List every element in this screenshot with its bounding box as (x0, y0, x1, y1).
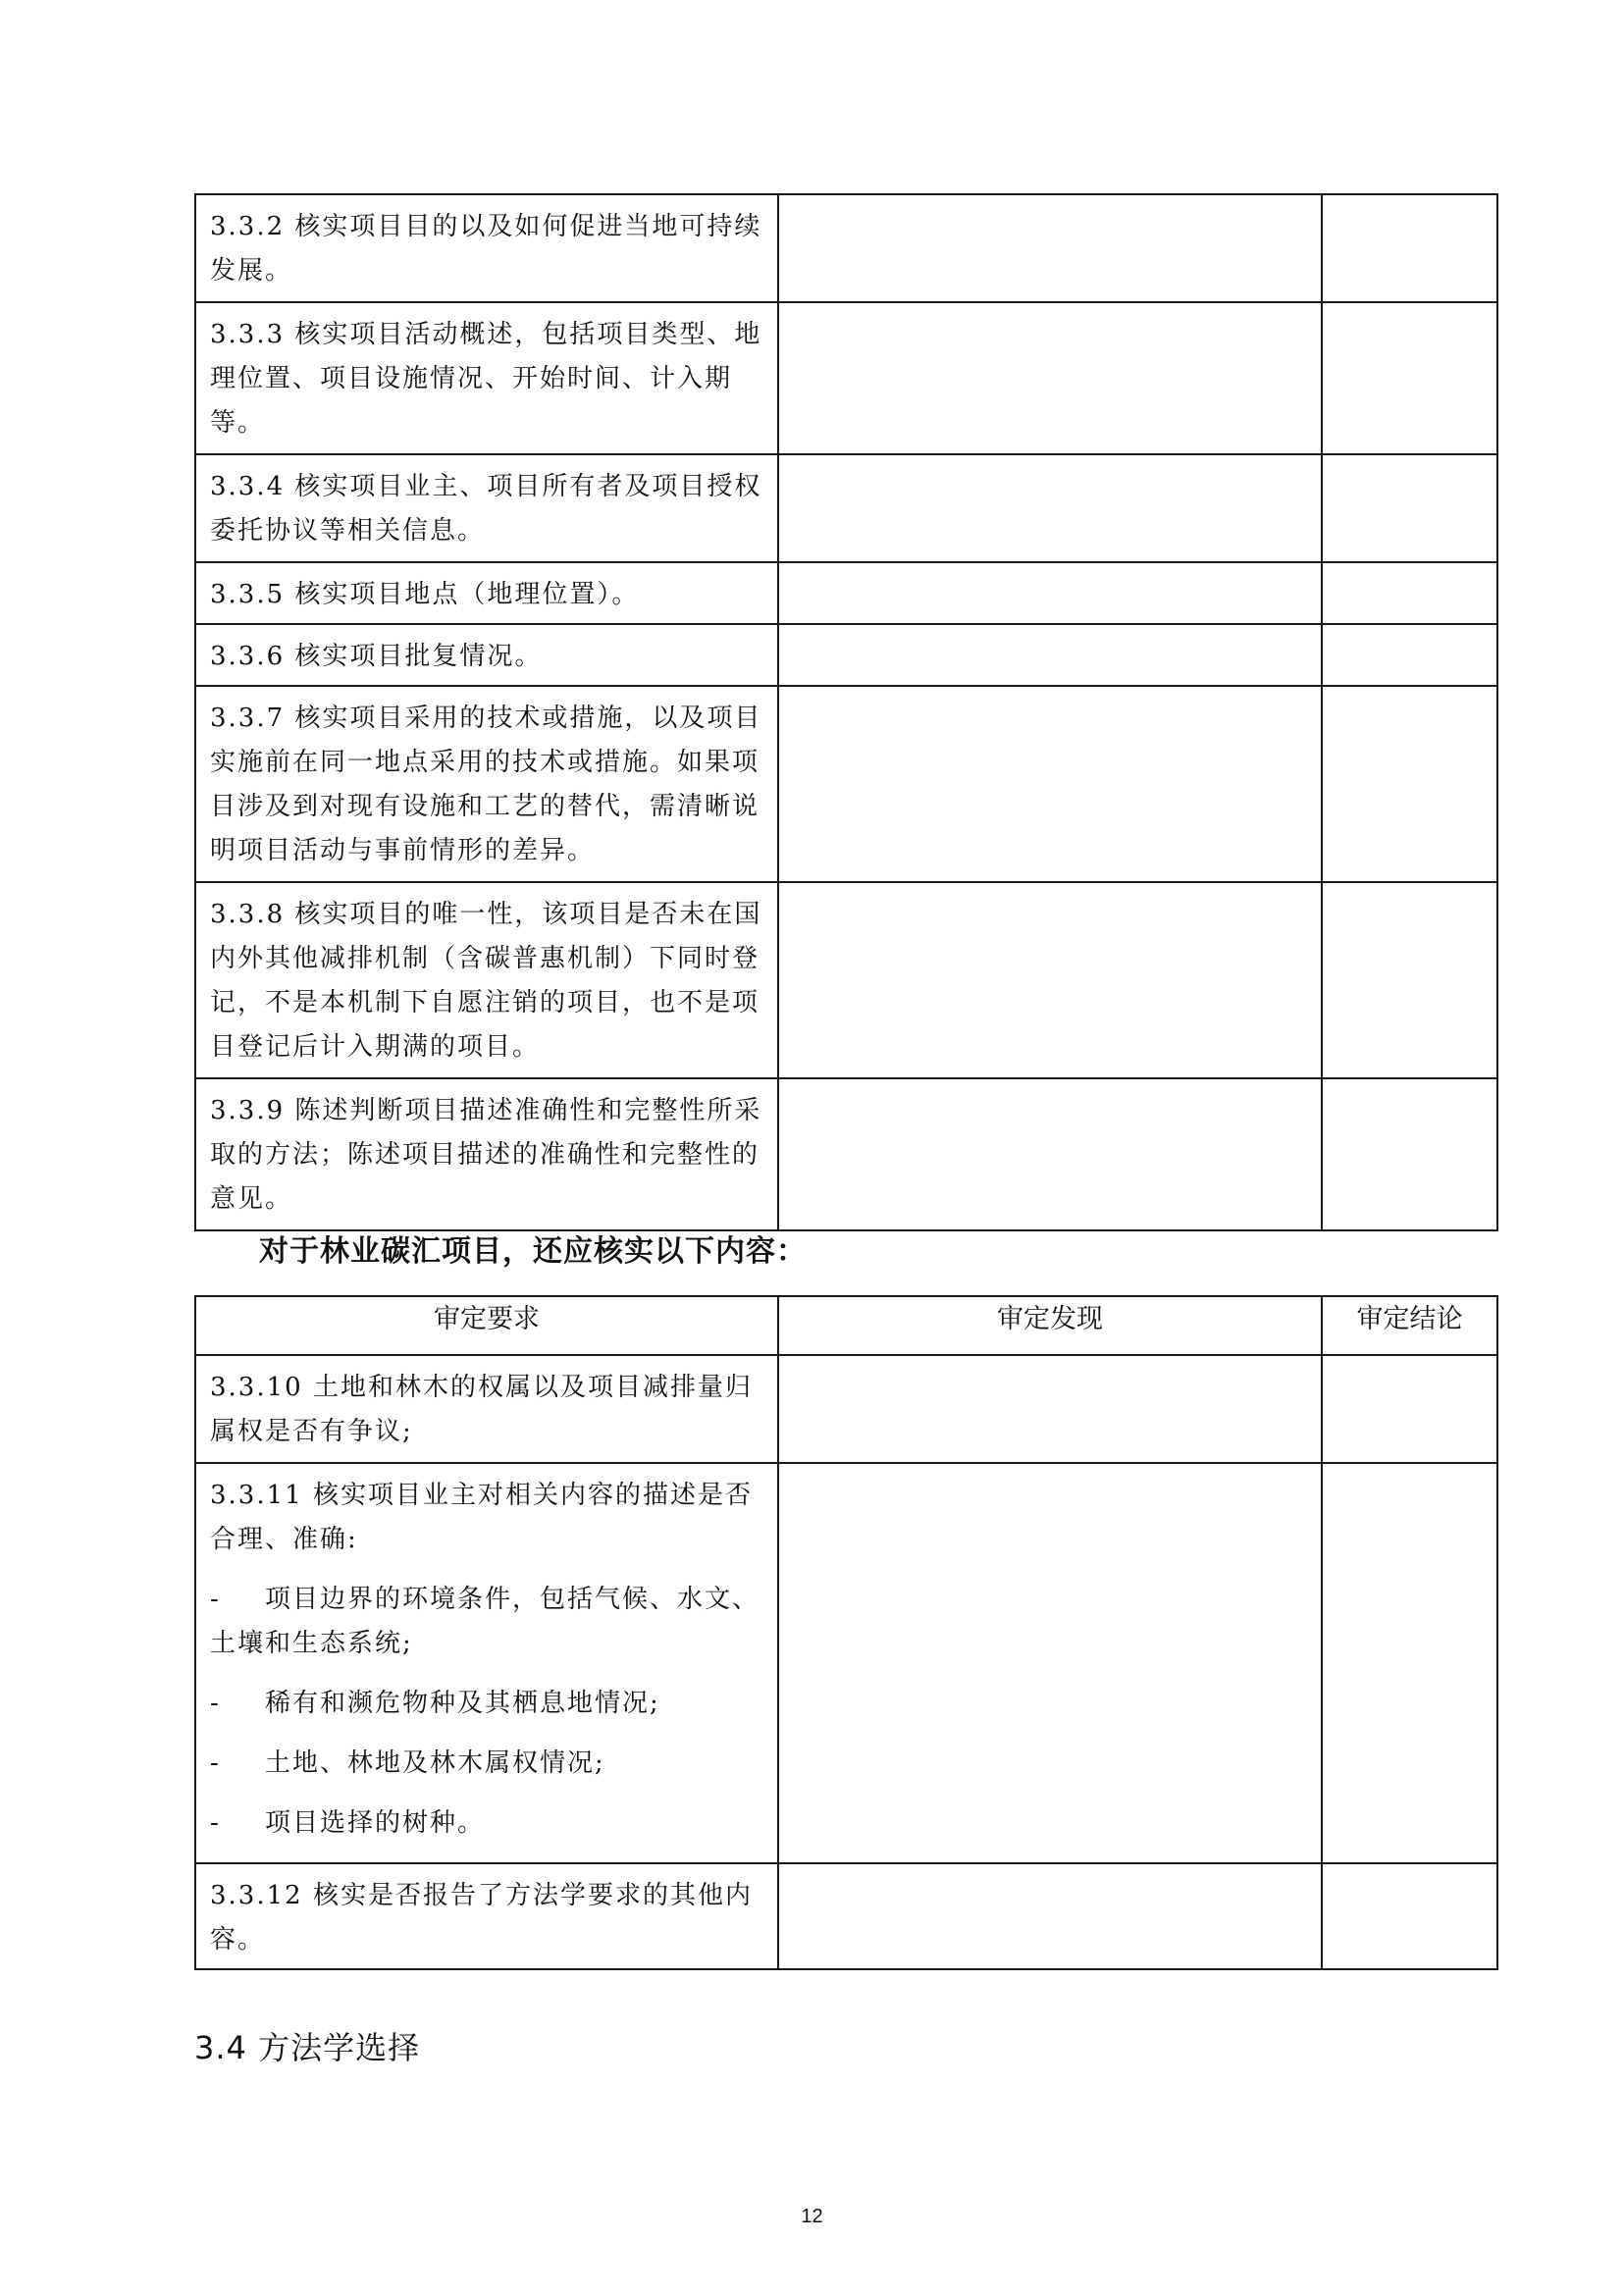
requirement-cell (195, 1355, 778, 1463)
section-heading: 3.4 方法学选择 (194, 2029, 421, 2066)
table-row (195, 194, 1497, 302)
table-row (195, 1863, 1497, 1969)
conclusion-cell[interactable] (1322, 1078, 1497, 1230)
requirement-intro: 3.3.11 核实项目业主对相关内容的描述是否合理、准确: (210, 1481, 753, 1554)
finding-cell[interactable] (778, 302, 1322, 454)
finding-cell[interactable] (778, 882, 1322, 1078)
verification-table-2 (194, 1295, 1498, 1970)
requirement-cell (195, 562, 778, 624)
finding-cell[interactable] (778, 194, 1322, 302)
table-row (195, 1078, 1497, 1230)
conclusion-cell[interactable] (1322, 302, 1497, 454)
requirement-text: 3.3.12 核实是否报告了方法学要求的其他内容。 (210, 1881, 753, 1955)
conclusion-cell[interactable] (1322, 194, 1497, 302)
finding-cell[interactable] (778, 624, 1322, 686)
requirement-text: 3.3.3 核实项目活动概述，包括项目类型、地理位置、项目设施情况、开始时间、计入期等。 (210, 320, 762, 438)
bullet-item: - 稀有和濒危物种及其栖息地情况; (210, 1682, 763, 1726)
table-row (195, 454, 1497, 562)
forestry-note: 对于林业碳汇项目，还应核实以下内容： (259, 1234, 807, 1269)
header-finding: 审定发现 (778, 1296, 1322, 1355)
conclusion-cell[interactable] (1322, 882, 1497, 1078)
requirement-cell (195, 1078, 778, 1230)
finding-cell[interactable] (778, 454, 1322, 562)
requirement-cell (195, 302, 778, 454)
table-row (195, 1463, 1497, 1863)
table-row (195, 882, 1497, 1078)
requirement-text: 3.3.8 核实项目的唯一性，该项目是否未在国内外其他减排机制（含碳普惠机制）下同时登记，不是本机制下自愿注销的项目，也不是项目登记后计入期满的项目。 (210, 900, 762, 1062)
verification-table-1 (194, 193, 1498, 1231)
header-requirement: 审定要求 (195, 1296, 778, 1355)
conclusion-cell[interactable] (1322, 1355, 1497, 1463)
bullet-item: - 土地、林地及林木属权情况; (210, 1742, 763, 1786)
dash-marker: - (210, 1748, 221, 1778)
table-row (195, 302, 1497, 454)
requirement-text: 3.3.9 陈述判断项目描述准确性和完整性所采取的方法；陈述项目描述的准确性和完整性的意见。 (210, 1096, 762, 1214)
conclusion-cell[interactable] (1322, 1463, 1497, 1863)
dash-marker: - (210, 1689, 221, 1718)
conclusion-cell[interactable] (1322, 624, 1497, 686)
header-conclusion: 审定结论 (1322, 1296, 1497, 1355)
bullet-item: - 项目边界的环境条件，包括气候、水文、土壤和生态系统; (210, 1578, 763, 1666)
finding-cell[interactable] (778, 1463, 1322, 1863)
table-row (195, 562, 1497, 624)
requirement-cell (195, 624, 778, 686)
requirement-cell (195, 686, 778, 882)
requirement-text: 3.3.10 土地和林木的权属以及项目减排量归属权是否有争议; (210, 1373, 753, 1446)
finding-cell[interactable] (778, 1078, 1322, 1230)
requirement-cell (195, 1863, 778, 1969)
finding-cell[interactable] (778, 1355, 1322, 1463)
finding-cell[interactable] (778, 686, 1322, 882)
requirement-text: 3.3.6 核实项目批复情况。 (210, 642, 543, 671)
requirement-text: 3.3.2 核实项目目的以及如何促进当地可持续发展。 (210, 212, 762, 286)
conclusion-cell[interactable] (1322, 562, 1497, 624)
requirement-cell (195, 882, 778, 1078)
table-row (195, 1355, 1497, 1463)
page-number: 12 (801, 2206, 823, 2227)
requirement-text (210, 1474, 763, 1846)
requirement-text: 3.3.4 核实项目业主、项目所有者及项目授权委托协议等相关信息。 (210, 472, 762, 546)
requirement-cell (195, 194, 778, 302)
table-header-row (195, 1296, 1497, 1355)
conclusion-cell[interactable] (1322, 454, 1497, 562)
finding-cell[interactable] (778, 562, 1322, 624)
finding-cell[interactable] (778, 1863, 1322, 1969)
table-row (195, 624, 1497, 686)
bullet-item: - 项目选择的树种。 (210, 1801, 763, 1846)
dash-marker: - (210, 1585, 221, 1614)
table-row (195, 686, 1497, 882)
dash-marker: - (210, 1808, 221, 1838)
requirement-text: 3.3.7 核实项目采用的技术或措施，以及项目实施前在同一地点采用的技术或措施。如果项目涉及到对现有设施和工艺的替代，需清晰说明项目活动与事前情形的差异。 (210, 704, 762, 865)
requirement-cell (195, 1463, 778, 1863)
conclusion-cell[interactable] (1322, 1863, 1497, 1969)
conclusion-cell[interactable] (1322, 686, 1497, 882)
requirement-cell (195, 454, 778, 562)
requirement-text: 3.3.5 核实项目地点（地理位置）。 (210, 580, 640, 609)
